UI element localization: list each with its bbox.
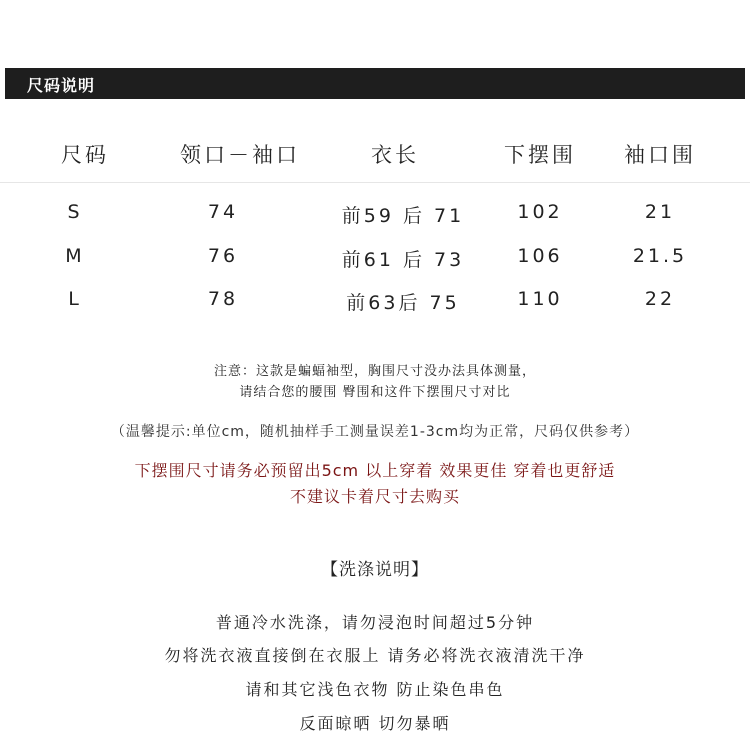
cell-collar-cuff: 78 bbox=[207, 288, 239, 310]
warning-line-2: 不建议卡着尺寸去购买 bbox=[289, 487, 460, 506]
section-title: 尺码说明 bbox=[27, 76, 96, 95]
column-header-collar-cuff: 领口－袖口 bbox=[180, 143, 300, 167]
cell-length: 前63后 75 bbox=[346, 292, 460, 314]
column-header-cuff: 袖口围 bbox=[624, 143, 696, 167]
section-header-bar bbox=[5, 68, 745, 99]
cell-size: S bbox=[67, 201, 83, 223]
cell-hem: 102 bbox=[517, 201, 563, 223]
wash-section-title: 【洗涤说明】 bbox=[321, 560, 429, 580]
cell-size: L bbox=[68, 288, 82, 310]
cell-hem: 110 bbox=[517, 288, 563, 310]
wash-instruction: 反面晾晒 切勿暴晒 bbox=[299, 714, 451, 733]
cell-length: 前61 后 73 bbox=[341, 249, 465, 271]
fit-note-line-1: 注意：这款是蝙蝠袖型，胸围尺寸没办法具体测量， bbox=[213, 364, 536, 379]
column-header-hem: 下摆围 bbox=[504, 143, 576, 167]
cell-cuff: 21 bbox=[644, 201, 676, 223]
cell-collar-cuff: 76 bbox=[207, 245, 239, 267]
wash-instruction: 请和其它浅色衣物 防止染色串色 bbox=[245, 680, 505, 699]
cell-hem: 106 bbox=[517, 245, 563, 267]
cell-length: 前59 后 71 bbox=[341, 205, 465, 227]
warning-line-1: 下摆围尺寸请务必预留出5cm 以上穿着 效果更佳 穿着也更舒适 bbox=[134, 461, 616, 480]
table-row bbox=[0, 245, 750, 275]
wash-instruction: 勿将洗衣液直接倒在衣服上 请务必将洗衣液清洗干净 bbox=[164, 646, 586, 665]
column-header-size: 尺码 bbox=[61, 143, 109, 167]
column-header-length: 衣长 bbox=[371, 143, 419, 167]
cell-cuff: 21.5 bbox=[632, 245, 688, 267]
table-divider bbox=[0, 182, 750, 183]
measurement-tip: （温馨提示:单位cm，随机抽样手工测量误差1-3cm均为正常，尺码仅供参考） bbox=[110, 424, 640, 440]
table-header-row bbox=[0, 139, 750, 169]
cell-collar-cuff: 74 bbox=[207, 201, 239, 223]
fit-note-line-2: 请结合您的腰围 臀围和这件下摆围尺寸对比 bbox=[239, 385, 511, 400]
cell-size: M bbox=[65, 245, 85, 267]
wash-instruction: 普通冷水洗涤，请勿浸泡时间超过5分钟 bbox=[215, 613, 535, 632]
cell-cuff: 22 bbox=[644, 288, 676, 310]
table-row bbox=[0, 201, 750, 231]
table-row bbox=[0, 288, 750, 318]
